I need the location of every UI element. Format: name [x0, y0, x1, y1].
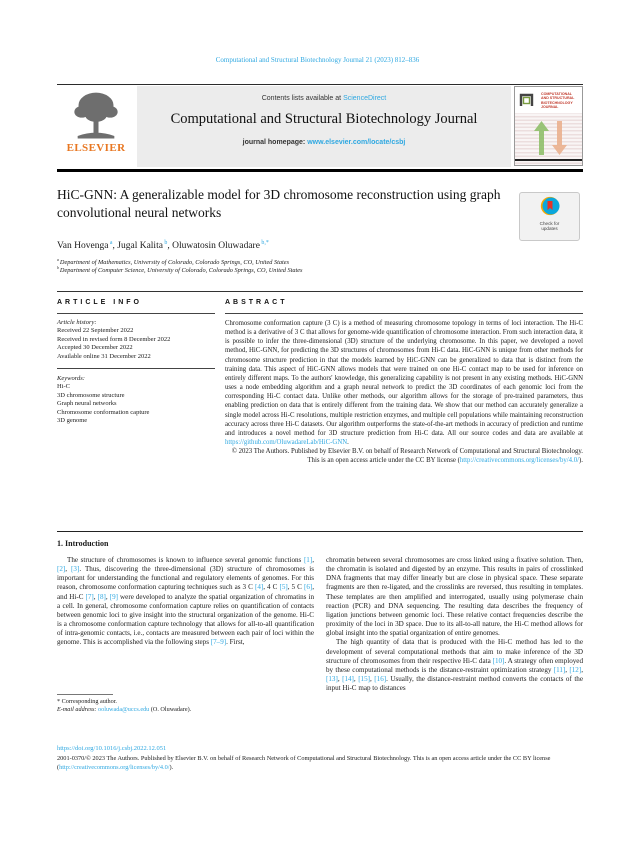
abstract-column — [225, 319, 583, 466]
text-segment: . A strategy often employed by these computational methods is the distance-restraint optimization strategy — [326, 656, 583, 674]
cover-arrows-graphic — [529, 119, 569, 162]
check-updates-label: Check for — [539, 221, 560, 226]
cover-title — [541, 92, 579, 110]
text-segment: The structure of chromosomes is known to influence several genomic functions — [67, 556, 304, 564]
text-segment: , — [337, 675, 343, 684]
text-segment: ). — [169, 763, 174, 771]
citation-link[interactable]: [10] — [492, 656, 505, 665]
text-segment: , — [581, 665, 583, 674]
author-name: , Jugal Kalita — [112, 241, 163, 251]
article-title: HiC-GNN: A generalizable model for 3D chromosome reconstruction using graph convolutional neural networks — [57, 187, 501, 220]
text-segment: Chromosome conformation capture (3 C) is a method of measuring chromosome topology in terms of loci interaction. The Hi-C method is a derivative of 3 C that allows for genome-wide quantification of chromosome interaction. From such interaction data, it is possible to infer the three-dimensional (3D) structure of the underlying chromosome. In this paper, we developed a novel method, HiC-GNN, for predicting the 3D structures of chromosomes from Hi-C data. HiC-GNN is unique from other methods for chromosome structure prediction in that the models learned by HiC-GNN can be generalized to data that is distinct from the training data. This aspect of HiC-GNN allows models that were trained on one Hi-C contact map to be used for inference on entirely different maps. To the authors' knowledge, this generalizing capability is not present in any existing methods. HiC-GNN uses a node embedding algorithm and a graph neural network to predict the 3D coordinates of each genomic loci from the corresponding Hi-C contact data. Unlike other methods, our algorithm allows for the storage of pre-trained parameters, thus enabling prediction on data that is entirely different from the training data. We show that our method can accurately generalize a single model across Hi-C resolutions, multiple restriction enzymes, and multiple cell populations while maintaining reconstruction accuracy across three Hi-C datasets. Our algorithm outperforms the state-of-the-art methods in accuracy of prediction and runtime and introduces a novel method for 3D structure prediction from Hi-C data. All our source codes and data are available at — [225, 320, 583, 437]
cover-bracket-icon — [519, 92, 535, 113]
masthead-thick-rule — [57, 169, 583, 172]
abstract-body — [225, 319, 583, 447]
cover-title-line: JOURNAL — [541, 105, 559, 110]
text-segment: , — [565, 665, 570, 674]
contents-line — [137, 95, 511, 102]
text-segment: , — [65, 565, 72, 574]
email-line — [57, 706, 317, 714]
author-affil-mark[interactable]: a — [108, 239, 113, 246]
text-segment: were developed to analyze the spatial organization of chromatins in a cell. In general, chromosome conformation capture relies on quantification of contacts between genomic loci to give insight into the structural organization of the genome. Hi-C is a chromosome conformation capture technology that allows for all-to-all quantification of intra-genomic contacts, i.e., contacts are measured between each pair of loci within the genome. This is accomplished via the following steps — [57, 592, 315, 647]
abstract-heading: ABSTRACT — [225, 299, 288, 306]
cover-title-line: COMPUTATIONAL — [541, 92, 573, 96]
text-segment: Department of Computer Science, University of Colorado, Colorado Springs, CO, United States — [59, 267, 303, 274]
text-segment: , — [93, 592, 98, 601]
keyword-item: 3D genome — [57, 417, 88, 425]
text-segment: , — [105, 592, 110, 601]
masthead-box — [137, 86, 511, 167]
journal-title: Computational and Structural Biotechnology Journal — [170, 111, 478, 127]
elsevier-tree-icon — [57, 88, 135, 144]
author-affil-mark[interactable]: b — [162, 239, 168, 246]
footnote-divider — [57, 694, 113, 695]
affiliation-b — [57, 267, 497, 275]
citation-link[interactable]: [13] — [326, 675, 338, 684]
text-segment: The high quantity of data that is produced with the Hi-C method has led to the development of several computational methods that aim to make inference of the 3D structure of chromosomes from their respective Hi-C data — [326, 638, 583, 665]
homepage-link[interactable]: www.elsevier.com/locate/csbj — [307, 139, 406, 146]
elsevier-wordmark: ELSEVIER — [66, 142, 126, 154]
footer-copyright — [57, 755, 583, 772]
intro-left-column — [57, 556, 314, 693]
keyword-item: 3D chromosome structure — [57, 391, 125, 399]
intro-right-paragraph-1: chromatin between several chromosomes are cross linked using a fixative solution. Then, the chromatin is isolated and digested by an enzyme. This results in pairs of crosslinked DNA fragments that may differ linearly but are close in physical space. These separate fragments are then re-ligated, and the crosslinks are reversed, thus resulting in templates. These templates are then amplified and interrogated, usually using polymerase chain reaction (PCR) and DNA sequencing. The resulting data describes the frequency of ligation junctions between genomic loci. These relative contact frequencies describe the proximity of the loci in 3D space. Due to its all-to-all nature, the Hi-C method allows for global insight into the spatial organization of entire genomes. — [326, 556, 583, 638]
text-segment: , and Hi-C — [57, 583, 315, 601]
history-item: Received in revised form 8 December 2022 — [57, 335, 171, 343]
citation-link[interactable]: [16] — [374, 675, 387, 684]
citation-link[interactable]: [12] — [569, 665, 582, 674]
cc-license-link[interactable]: http://creativecommons.org/licenses/by/4.0/ — [459, 457, 580, 465]
article-history-label: Article history: — [57, 319, 97, 326]
keyword-item: Chromosome conformation capture — [57, 408, 150, 416]
text-segment: . First, — [226, 638, 245, 647]
affiliations — [57, 259, 497, 275]
intro-heading: 1. Introduction — [57, 539, 109, 548]
text-segment: , 4 C — [263, 583, 280, 592]
text-segment: 2001-0370/© 2023 The Authors. Published by Elsevier B.V. on behalf of Research Network of Computational and Structural Biotechnology. This is an open access article under the CC BY license ( — [57, 755, 551, 771]
homepage-prefix: journal homepage: — [242, 139, 308, 146]
text-segment: , — [370, 675, 375, 684]
citation-link[interactable]: [15] — [358, 675, 371, 684]
history-item: Accepted 30 December 2022 — [57, 344, 133, 352]
footnote — [57, 694, 317, 714]
homepage-line — [137, 139, 511, 146]
elsevier-logo[interactable] — [57, 88, 135, 166]
intro-right-column — [326, 556, 583, 693]
footer — [57, 745, 583, 772]
text-segment: E-mail address: — [57, 706, 99, 713]
journal-citation-line: Computational and Structural Biotechnology Journal 21 (2023) 812–836 — [215, 56, 420, 64]
citation-link[interactable]: [3] — [71, 565, 80, 574]
text-segment: a — [57, 257, 60, 262]
authors-line — [57, 241, 497, 251]
citation-link[interactable]: [14] — [342, 675, 354, 684]
history-item: Available online 31 December 2022 — [57, 352, 151, 360]
citation-link[interactable]: [11] — [553, 665, 566, 674]
doi-link[interactable]: https://doi.org/10.1016/j.csbj.2022.12.051 — [57, 745, 167, 752]
text-segment: , — [312, 556, 314, 564]
text-segment: Department of Mathematics, University of Colorado, Colorado Springs, CO, United States — [59, 259, 290, 266]
keyword-item: Graph neural networks — [57, 400, 117, 408]
affiliation-a — [57, 259, 497, 267]
affiliations-rule — [57, 291, 583, 292]
text-segment: b — [57, 265, 60, 270]
author-affil-mark[interactable]: b,* — [259, 239, 269, 246]
text-segment: , — [353, 675, 359, 684]
email-link[interactable]: ooluwada@uccs.edu — [98, 706, 150, 713]
citation-link[interactable]: [7–9] — [210, 638, 227, 647]
citation-link[interactable]: [4] — [254, 583, 264, 592]
cover-bottom-rule — [515, 159, 582, 161]
cover-title-line: BIOTECHNOLOGY — [541, 100, 573, 105]
text-segment: ). — [579, 457, 583, 465]
text-segment: © 2023 The Authors. Published by Elsevier B.V. on behalf of Research Network of Computational and Structural Biotechnology. This is an open access article under the CC BY license ( — [231, 448, 583, 465]
text-segment: , 5 C — [287, 583, 304, 592]
intro-columns — [57, 556, 583, 693]
article-info-rule — [57, 313, 215, 314]
intro-right-paragraph-2 — [326, 638, 583, 693]
intro-top-rule — [57, 531, 583, 532]
github-link[interactable]: https://github.com/OluwadareLab/HiC-GNN — [225, 439, 348, 447]
masthead-top-rule — [57, 84, 583, 85]
keywords-divider — [57, 368, 215, 369]
citation-link[interactable]: [8] — [97, 592, 106, 601]
history-item: Received 22 September 2022 — [57, 327, 134, 335]
cover-title-line: AND STRUCTURAL — [541, 96, 575, 101]
intro-left-paragraph — [57, 556, 314, 648]
check-updates-icon — [540, 196, 560, 216]
citation-link[interactable]: [6] — [303, 583, 313, 592]
check-updates-badge[interactable] — [519, 192, 580, 241]
abstract-rule — [225, 313, 583, 314]
text-segment: (O. Oluwadare). — [149, 706, 192, 713]
text-segment: . Usually, the distance-restraint method converts the contacts of the input Hi-C map to distances — [326, 675, 583, 693]
keywords-label: Keywords: — [57, 375, 85, 383]
citation-link[interactable]: [5] — [279, 583, 288, 592]
citation-link[interactable]: [9] — [109, 592, 119, 601]
author-name: Van Hovenga — [57, 241, 109, 251]
citation-link[interactable]: [7] — [85, 592, 94, 601]
journal-cover-thumbnail — [514, 86, 583, 166]
article-info-heading: ARTICLE INFO — [57, 299, 142, 306]
text-segment: . Thus, discovering the three-dimensional (3D) structure of chromosomes is important for understanding the functional and regulatory elements of genomes. For this reason, chromosome conformation capturing techniques such as 3 C — [57, 565, 314, 592]
cc-license-link[interactable]: http://creativecommons.org/licenses/by/4.0/ — [59, 763, 170, 771]
citation-link[interactable]: [2] — [57, 565, 66, 574]
text-segment: . — [347, 439, 349, 447]
abstract-copyright — [225, 447, 583, 465]
article-info-column — [57, 319, 215, 425]
citation-link[interactable]: [1] — [303, 556, 313, 564]
contents-prefix: Contents lists available at — [261, 95, 344, 102]
author-name: , Oluwatosin Oluwadare — [167, 241, 260, 251]
check-updates-label: updates — [541, 226, 558, 232]
sciencedirect-link[interactable]: ScienceDirect — [343, 95, 387, 102]
keyword-item: Hi-C — [57, 383, 70, 391]
corresponding-author-note: * Corresponding author. — [57, 698, 117, 705]
